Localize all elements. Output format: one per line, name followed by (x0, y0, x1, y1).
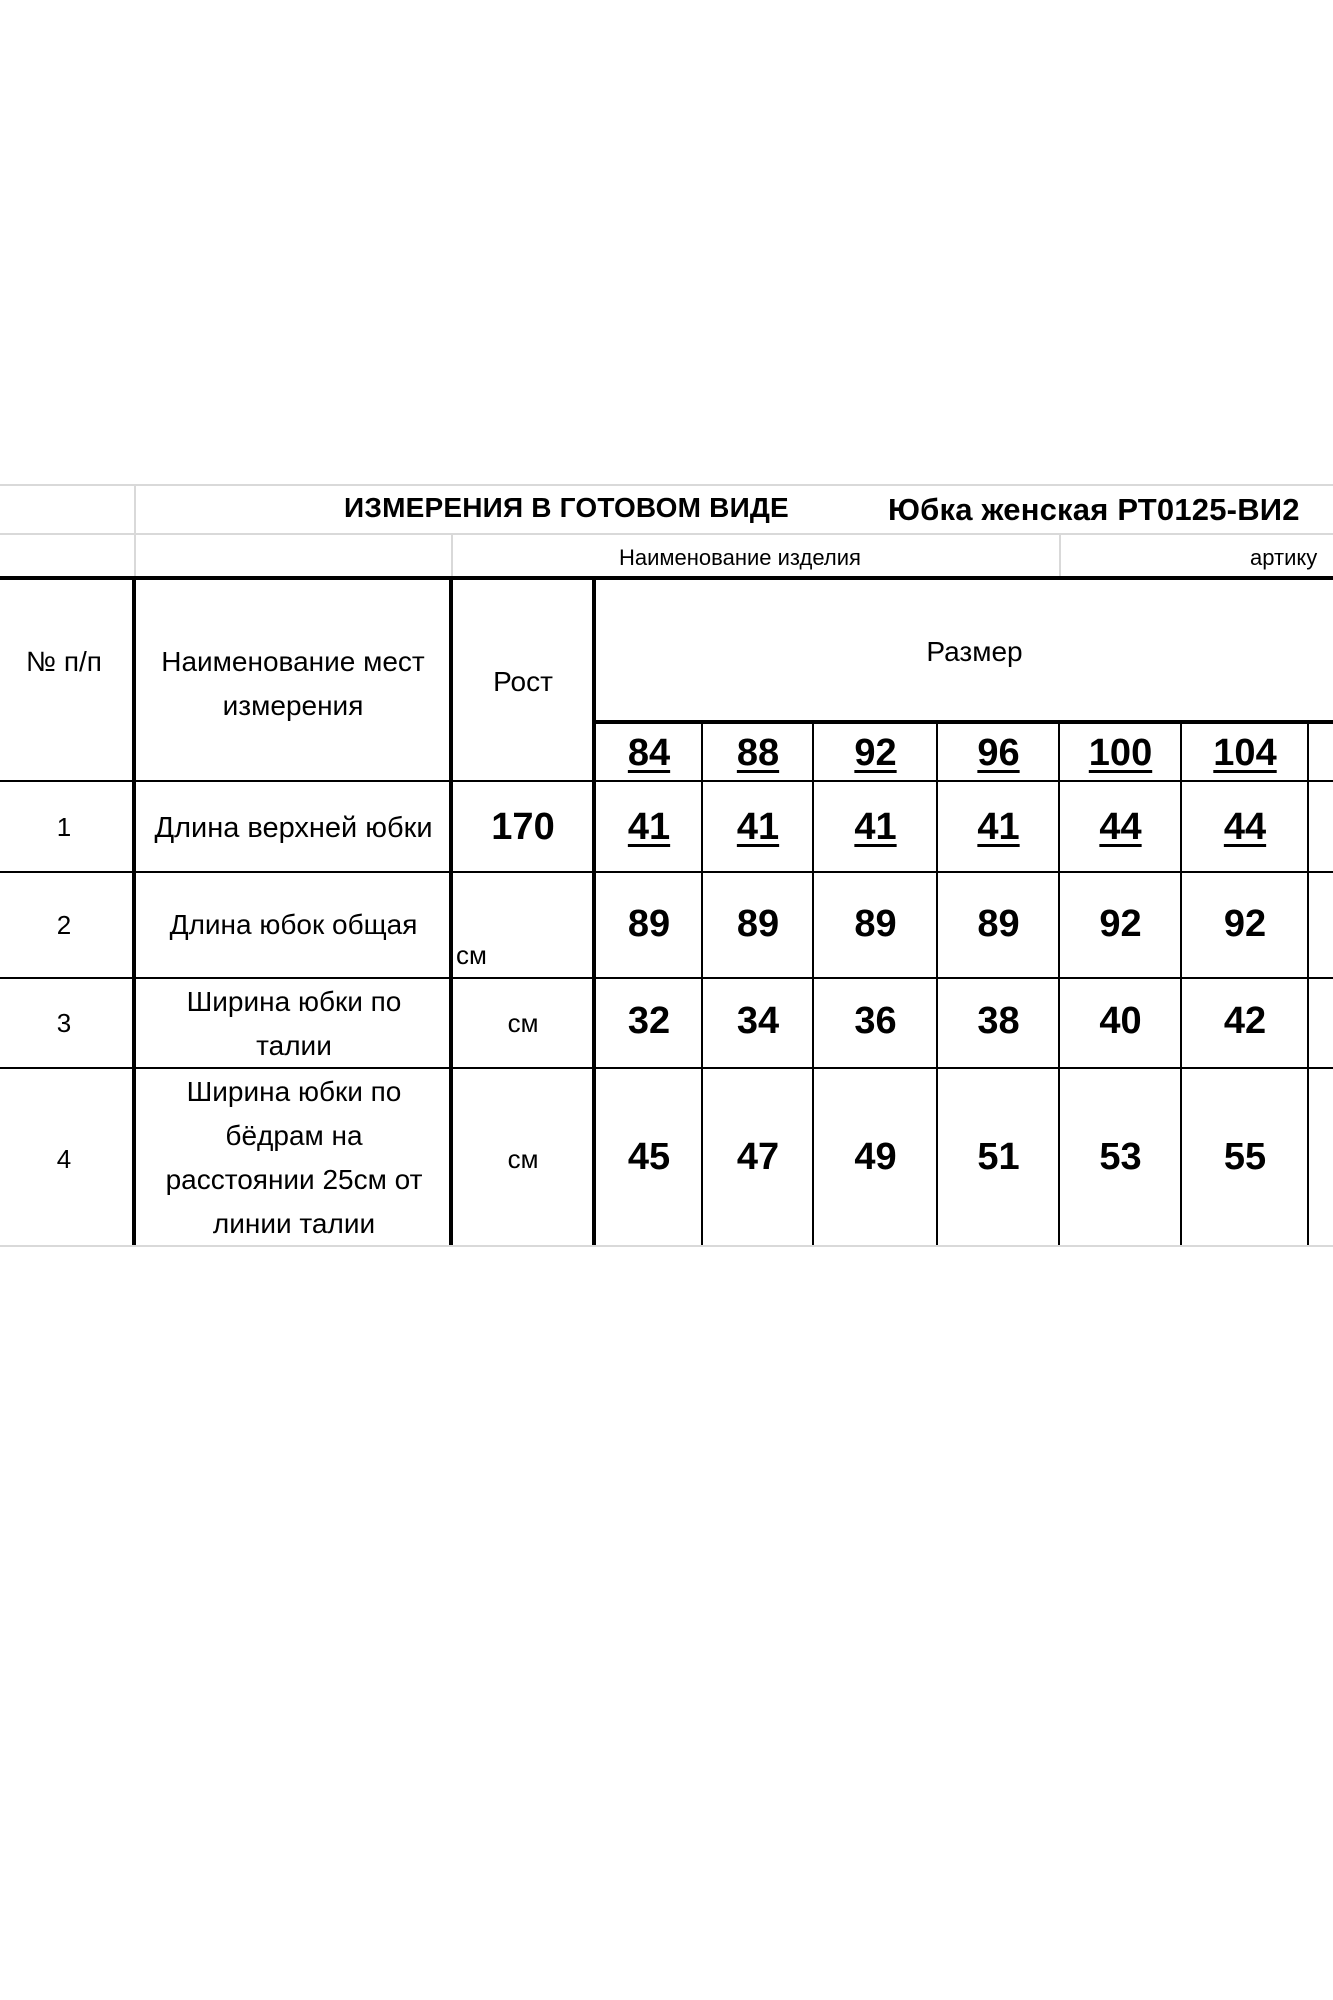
row-value: 89 (854, 903, 897, 945)
size-header: 84 (627, 732, 671, 774)
row-value: 89 (977, 903, 1020, 945)
size-header: 88 (736, 732, 780, 774)
product-caption: Наименование изделия (619, 545, 861, 570)
row-measure-name: Ширина юбки по талии (186, 986, 402, 1061)
row-value: 42 (1223, 1000, 1267, 1042)
row-value: 41 (736, 806, 780, 848)
product-name: Юбка женская РТ0125-ВИ2 (888, 492, 1300, 527)
row-number: 2 (56, 910, 72, 940)
grid-line (0, 533, 1333, 535)
size-header: 96 (977, 732, 1020, 774)
table-border (0, 576, 1333, 580)
row-height: см (507, 1008, 539, 1038)
row-value: 47 (736, 1136, 780, 1178)
row-value: 38 (977, 1000, 1020, 1042)
column-header-measure: Наименование мест измерения (161, 646, 425, 721)
row-value: 40 (1099, 1000, 1142, 1042)
row-value: 55 (1223, 1136, 1267, 1178)
row-value: 36 (854, 1000, 897, 1042)
row-value: 92 (1099, 903, 1142, 945)
row-value: 41 (627, 806, 671, 848)
row-value: 49 (854, 1136, 897, 1178)
article-caption: артику (1250, 545, 1318, 570)
table-border (0, 977, 1333, 979)
row-value: 41 (977, 806, 1020, 848)
row-number: 3 (56, 1008, 72, 1038)
size-header: 104 (1213, 732, 1277, 774)
table-border (594, 720, 1333, 724)
row-value: 51 (977, 1136, 1020, 1178)
row-number: 4 (56, 1144, 72, 1174)
row-value: 92 (1223, 903, 1267, 945)
row-measure-name: Длина юбок общая (169, 909, 418, 940)
sheet-title: ИЗМЕРЕНИЯ В ГОТОВОМ ВИДЕ (344, 492, 789, 523)
row-measure-name: Ширина юбки по бёдрам на расстоянии 25см от линии талии (165, 1076, 423, 1239)
grid-line (451, 533, 453, 578)
row-number: 1 (56, 812, 72, 842)
table-border (0, 871, 1333, 873)
row-value: 89 (736, 903, 780, 945)
row-value: 44 (1099, 806, 1142, 848)
grid-line (134, 484, 136, 578)
row-value: 44 (1223, 806, 1267, 848)
size-header: 92 (854, 732, 897, 774)
column-header-number: № п/п (26, 646, 102, 677)
row-value: 45 (627, 1136, 671, 1178)
row-value: 89 (627, 903, 671, 945)
column-header-size: Размер (926, 636, 1023, 667)
size-header: 100 (1088, 732, 1153, 774)
grid-line (0, 484, 1333, 486)
row-value: 53 (1099, 1136, 1142, 1178)
row-height: 170 (491, 806, 555, 848)
row-measure-name: Длина верхней юбки (154, 812, 433, 844)
grid-line (1059, 533, 1061, 578)
table-border (0, 780, 1333, 782)
row-height: см (456, 940, 487, 970)
row-value: 34 (736, 1000, 780, 1042)
row-height: см (507, 1144, 539, 1174)
row-value: 32 (627, 1000, 671, 1042)
row-value: 41 (854, 806, 897, 848)
column-header-height: Рост (493, 666, 553, 697)
